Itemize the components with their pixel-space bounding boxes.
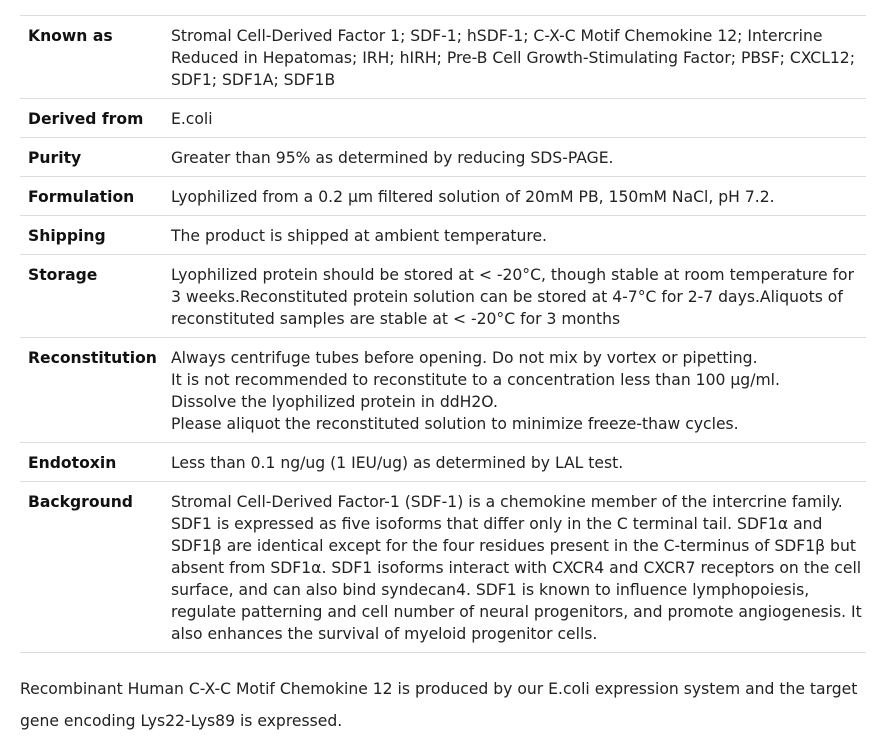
spec-label: Shipping — [28, 227, 106, 245]
spec-label: Endotoxin — [28, 454, 117, 472]
spec-row-shipping — [20, 216, 866, 255]
spec-value — [171, 16, 866, 99]
spec-value-line: E.coli — [171, 110, 213, 128]
spec-label: Purity — [28, 149, 82, 167]
spec-row-background — [20, 482, 866, 653]
product-spec-table — [20, 15, 866, 653]
spec-value — [171, 482, 866, 653]
spec-value-line: Lyophilized protein should be stored at < -20°C, though stable at room temperature for 3 weeks.Reconstituted protein solution can be stored at 4-7°C for 2-7 days.Aliquots of reconstituted samples are stable at < -20°C for 3 months — [171, 266, 854, 328]
spec-label: Formulation — [28, 188, 135, 206]
spec-value — [171, 138, 866, 177]
spec-row-known-as — [20, 16, 866, 99]
spec-label: Storage — [28, 266, 98, 284]
spec-value-line: The product is shipped at ambient temperature. — [171, 227, 548, 245]
spec-value — [171, 216, 866, 255]
spec-value — [171, 338, 866, 443]
spec-label: Background — [28, 493, 133, 511]
spec-value-line: Please aliquot the reconstituted solution to minimize freeze-thaw cycles. — [171, 415, 739, 433]
spec-value — [171, 255, 866, 338]
spec-value-line: Greater than 95% as determined by reducing SDS-PAGE. — [171, 149, 614, 167]
spec-value-line: Dissolve the lyophilized protein in ddH2O. — [171, 393, 498, 411]
spec-label: Known as — [28, 27, 113, 45]
spec-value-line: Less than 0.1 ng/ug (1 IEU/ug) as determined by LAL test. — [171, 454, 624, 472]
spec-value — [171, 99, 866, 138]
spec-row-storage — [20, 255, 866, 338]
spec-value-line: Lyophilized from a 0.2 μm filtered solution of 20mM PB, 150mM NaCl, pH 7.2. — [171, 188, 775, 206]
spec-label: Derived from — [28, 110, 144, 128]
spec-value-line: Always centrifuge tubes before opening. Do not mix by vortex or pipetting. — [171, 349, 758, 367]
spec-value-line: It is not recommended to reconstitute to a concentration less than 100 μg/ml. — [171, 371, 780, 389]
spec-row-endotoxin — [20, 443, 866, 482]
spec-row-purity — [20, 138, 866, 177]
spec-row-derived-from — [20, 99, 866, 138]
spec-row-formulation — [20, 177, 866, 216]
spec-value-line: Stromal Cell-Derived Factor 1; SDF-1; hSDF-1; C-X-C Motif Chemokine 12; Intercrine Reduced in Hepatomas; IRH; hIRH; Pre-B Cell Growth-Stimulating Factor; PBSF; CXCL12; SDF1; SDF1A; SDF1B — [171, 27, 855, 89]
spec-label: Reconstitution — [28, 349, 157, 367]
spec-value-line: Stromal Cell-Derived Factor-1 (SDF-1) is a chemokine member of the intercrine family. SDF1 is expressed as five isoforms that differ only in the C terminal tail. SDF1α and SDF1β are identical except for the four residues present in the C-terminus of SDF1β but absent from SDF1α. SDF1 isoforms interact with CXCR4 and CXCR7 receptors on the cell surface, and can also bind syndecan4. SDF1 is known to influence lymphopoiesis, regulate patterning and cell number of neural progenitors, and promote angiogenesis. It also enhances the survival of myeloid progenitor cells. — [171, 493, 862, 643]
spec-value — [171, 443, 866, 482]
spec-row-reconstitution — [20, 338, 866, 443]
product-summary: Recombinant Human C-X-C Motif Chemokine 12 is produced by our E.coli expression system and the target gene encoding Lys22-Lys89 is expressed. — [20, 680, 858, 730]
spec-value — [171, 177, 866, 216]
